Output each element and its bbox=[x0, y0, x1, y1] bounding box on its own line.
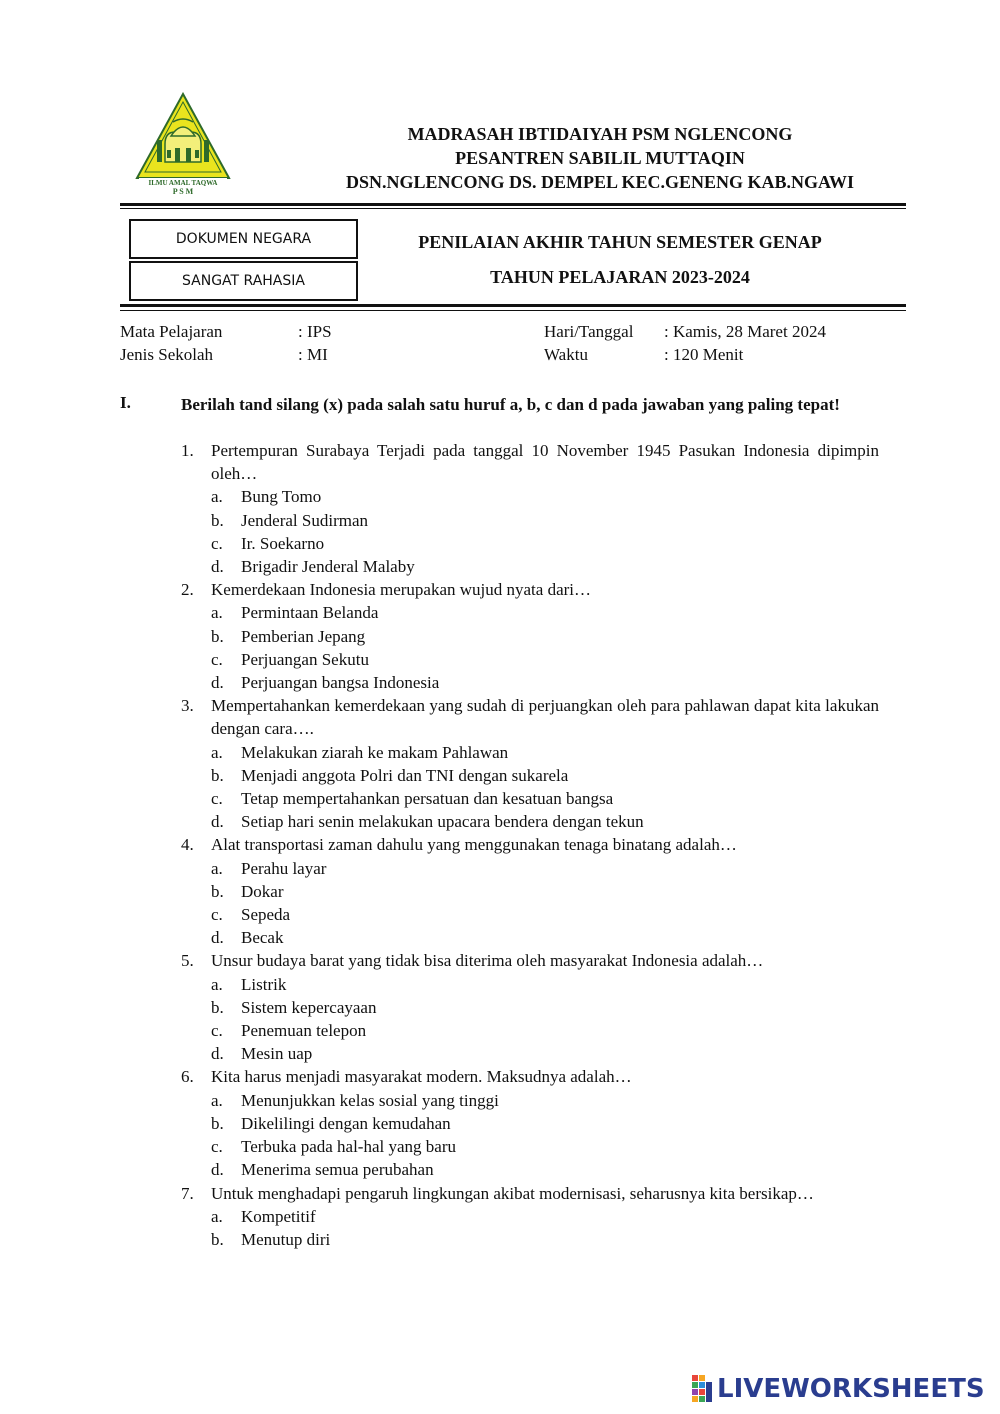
option-text: Bung Tomo bbox=[241, 487, 322, 507]
option-text: Menerima semua perubahan bbox=[241, 1160, 434, 1180]
question-item bbox=[181, 1065, 879, 1088]
liveworksheets-brand bbox=[692, 1374, 985, 1404]
answer-option bbox=[181, 532, 879, 555]
option-letter: c. bbox=[211, 789, 223, 809]
school-address: DSN.NGLENCONG DS. DEMPEL KEC.GENENG KAB.NGAWI bbox=[345, 172, 855, 192]
option-letter: d. bbox=[211, 812, 224, 832]
option-text: Sistem kepercayaan bbox=[241, 997, 377, 1017]
option-text: Perjuangan bangsa Indonesia bbox=[241, 673, 440, 693]
option-text: Setiap hari senin melakukan upacara bendera dengan tekun bbox=[241, 812, 644, 832]
date-label: Hari/Tanggal bbox=[544, 322, 634, 341]
answer-option bbox=[181, 509, 879, 532]
question-text: Alat transportasi zaman dahulu yang menggunakan tenaga binatang adalah… bbox=[211, 835, 737, 855]
option-text: Penemuan telepon bbox=[241, 1021, 367, 1041]
answer-option bbox=[181, 485, 879, 508]
answer-option bbox=[181, 1019, 879, 1042]
option-text: Perahu layar bbox=[241, 858, 327, 878]
title-divider-thin bbox=[120, 310, 906, 311]
option-text: Becak bbox=[241, 928, 284, 948]
info-right-labels bbox=[544, 320, 633, 366]
question-item bbox=[181, 833, 879, 856]
option-letter: a. bbox=[211, 1090, 223, 1110]
school-logo bbox=[135, 92, 231, 196]
option-text: Menutup diri bbox=[241, 1229, 331, 1249]
time-label: Waktu bbox=[544, 345, 588, 364]
info-right-values bbox=[664, 320, 826, 366]
liveworksheets-logo-icon bbox=[692, 1375, 714, 1403]
question-number: 2. bbox=[181, 580, 194, 600]
exam-title: PENILAIAN AKHIR TAHUN SEMESTER GENAP bbox=[418, 232, 822, 252]
option-text: Dikelilingi dengan kemudahan bbox=[241, 1113, 451, 1133]
option-letter: d. bbox=[211, 1044, 224, 1064]
option-letter: d. bbox=[211, 673, 224, 693]
pesantren-name: PESANTREN SABILIL MUTTAQIN bbox=[455, 148, 745, 168]
option-text: Perjuangan Sekutu bbox=[241, 649, 369, 669]
subject-value: : IPS bbox=[298, 322, 332, 341]
school-type-value: : MI bbox=[298, 345, 328, 364]
school-header bbox=[250, 122, 950, 194]
option-letter: b. bbox=[211, 626, 224, 646]
option-letter: b. bbox=[211, 997, 224, 1017]
answer-option bbox=[181, 973, 879, 996]
answer-option bbox=[181, 1112, 879, 1135]
school-type-label: Jenis Sekolah bbox=[120, 345, 214, 364]
logo-acronym: P S M bbox=[172, 187, 194, 196]
option-letter: b. bbox=[211, 1229, 224, 1249]
option-text: Sepeda bbox=[241, 905, 291, 925]
doc-label-negara: DOKUMEN NEGARA bbox=[129, 219, 358, 259]
date-value: : Kamis, 28 Maret 2024 bbox=[664, 322, 826, 341]
option-text: Menjadi anggota Polri dan TNI dengan sukarela bbox=[241, 765, 569, 785]
question-item bbox=[181, 439, 879, 485]
title-divider bbox=[120, 304, 906, 307]
question-item bbox=[181, 949, 879, 972]
answer-option bbox=[181, 601, 879, 624]
answer-option bbox=[181, 1135, 879, 1158]
question-text: Pertempuran Surabaya Terjadi pada tanggal 10 November 1945 Pasukan Indonesia dipimpin oleh… bbox=[211, 441, 879, 484]
option-text: Listrik bbox=[241, 974, 287, 994]
option-letter: b. bbox=[211, 1113, 224, 1133]
option-letter: d. bbox=[211, 928, 224, 948]
option-text: Kompetitif bbox=[241, 1206, 316, 1226]
question-text: Kita harus menjadi masyarakat modern. Maksudnya adalah… bbox=[211, 1067, 632, 1087]
question-number: 1. bbox=[181, 441, 194, 460]
question-number: 7. bbox=[181, 1183, 194, 1203]
option-text: Menunjukkan kelas sosial yang tinggi bbox=[241, 1090, 499, 1110]
option-text: Melakukan ziarah ke makam Pahlawan bbox=[241, 742, 509, 762]
option-letter: c. bbox=[211, 905, 223, 925]
info-left-labels bbox=[120, 320, 222, 366]
answer-option bbox=[181, 1205, 879, 1228]
answer-option bbox=[181, 810, 879, 833]
option-letter: b. bbox=[211, 881, 224, 901]
option-letter: d. bbox=[211, 557, 224, 577]
answer-option bbox=[181, 996, 879, 1019]
section-instruction: Berilah tand silang (x) pada salah satu huruf a, b, c dan d pada jawaban yang paling tepat! bbox=[181, 395, 840, 414]
option-letter: a. bbox=[211, 603, 223, 623]
school-name: MADRASAH IBTIDAIYAH PSM NGLENCONG bbox=[407, 124, 793, 144]
question-text: Kemerdekaan Indonesia merupakan wujud nyata dari… bbox=[211, 580, 591, 600]
option-letter: b. bbox=[211, 510, 224, 530]
option-text: Ir. Soekarno bbox=[241, 533, 325, 553]
question-item bbox=[181, 578, 879, 601]
option-letter: a. bbox=[211, 487, 223, 507]
answer-option bbox=[181, 880, 879, 903]
option-text: Mesin uap bbox=[241, 1044, 313, 1064]
option-letter: d. bbox=[211, 1160, 224, 1180]
option-letter: a. bbox=[211, 974, 223, 994]
answer-option bbox=[181, 625, 879, 648]
question-item bbox=[181, 1182, 879, 1205]
option-letter: a. bbox=[211, 858, 223, 878]
question-number: 3. bbox=[181, 696, 194, 716]
answer-option bbox=[181, 857, 879, 880]
answer-option bbox=[181, 648, 879, 671]
doc-label-rahasia: SANGAT RAHASIA bbox=[129, 261, 358, 301]
time-value: : 120 Menit bbox=[664, 345, 744, 364]
option-text: Pemberian Jepang bbox=[241, 626, 366, 646]
question-text: Mempertahankan kemerdekaan yang sudah di perjuangkan oleh para pahlawan dapat kita lakukan dengan cara…. bbox=[211, 696, 879, 739]
exam-year: TAHUN PELAJARAN 2023-2024 bbox=[490, 267, 750, 287]
option-text: Dokar bbox=[241, 881, 284, 901]
answer-option bbox=[181, 555, 879, 578]
answer-option bbox=[181, 1158, 879, 1181]
question-number: 4. bbox=[181, 835, 194, 855]
question-item bbox=[181, 694, 879, 740]
question-text: Untuk menghadapi pengaruh lingkungan akibat modernisasi, seharusnya kita bersikap… bbox=[211, 1183, 814, 1203]
option-letter: c. bbox=[211, 533, 223, 553]
option-text: Terbuka pada hal-hal yang baru bbox=[241, 1137, 456, 1157]
option-letter: b. bbox=[211, 765, 224, 785]
option-letter: c. bbox=[211, 1021, 223, 1041]
header-divider bbox=[120, 203, 906, 206]
answer-option bbox=[181, 903, 879, 926]
answer-option bbox=[181, 741, 879, 764]
answer-option bbox=[181, 1228, 879, 1251]
question-text: Unsur budaya barat yang tidak bisa diterima oleh masyarakat Indonesia adalah… bbox=[211, 951, 764, 971]
answer-option bbox=[181, 1042, 879, 1065]
logo-motto: ILMU AMAL TAQWA bbox=[148, 179, 218, 187]
answer-option bbox=[181, 787, 879, 810]
subject-label: Mata Pelajaran bbox=[120, 322, 223, 341]
liveworksheets-wordmark: LIVEWORKSHEETS bbox=[717, 1374, 985, 1404]
option-letter: c. bbox=[211, 1137, 223, 1157]
answer-option bbox=[181, 764, 879, 787]
option-letter: a. bbox=[211, 742, 223, 762]
answer-option bbox=[181, 671, 879, 694]
option-letter: a. bbox=[211, 1206, 223, 1226]
question-list bbox=[181, 439, 879, 1251]
option-text: Tetap mempertahankan persatuan dan kesatuan bangsa bbox=[241, 789, 614, 809]
answer-option bbox=[181, 926, 879, 949]
question-number: 5. bbox=[181, 951, 194, 971]
section-number: I. bbox=[120, 393, 131, 412]
info-left-values bbox=[298, 320, 332, 366]
option-text: Permintaan Belanda bbox=[241, 603, 379, 623]
question-number: 6. bbox=[181, 1067, 194, 1087]
header-divider-thin bbox=[120, 208, 906, 209]
option-text: Brigadir Jenderal Malaby bbox=[241, 557, 415, 577]
answer-option bbox=[181, 1089, 879, 1112]
option-text: Jenderal Sudirman bbox=[241, 510, 368, 530]
option-letter: c. bbox=[211, 649, 223, 669]
